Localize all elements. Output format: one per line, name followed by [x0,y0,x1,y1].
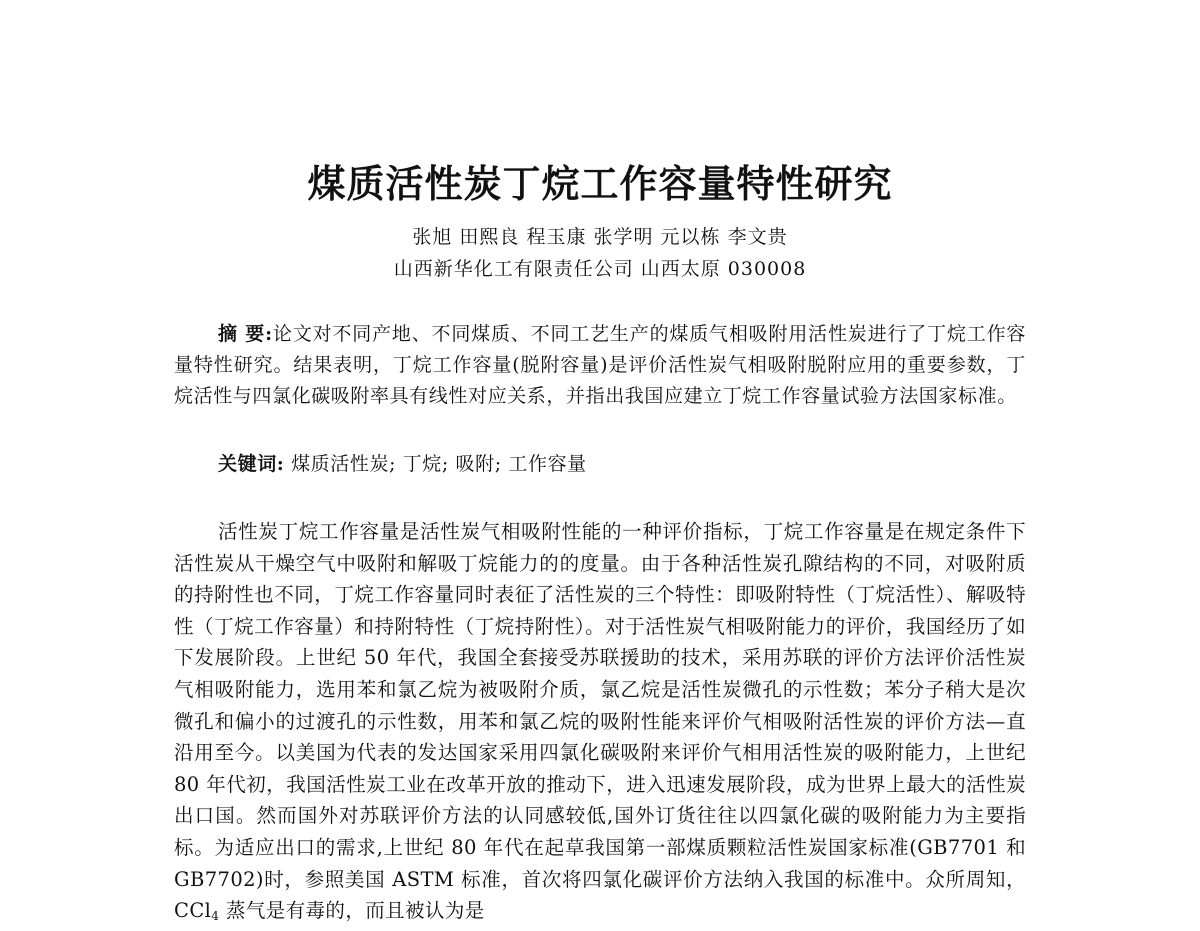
keywords-line [218,449,1026,480]
author-list: 张旭 田熙良 程玉康 张学明 元以栋 李文贵 [412,226,788,248]
keywords-label: 关键词: [218,453,285,475]
body-text-tail: 蒸气是有毒的，而且被认为是 [219,899,485,923]
abstract-label: 摘 要: [218,323,273,345]
abstract-paragraph [174,319,1026,412]
abstract-text: 论文对不同产地、不同煤质、不同工艺生产的煤质气相吸附用活性炭进行了丁烷工作容量特性研究。结果表明，丁烷工作容量(脱附容量)是评价活性炭气相吸附脱附应用的重要参数，丁烷活性与四氯化碳吸附率具有线性对应关系，并指出我国应建立丁烷工作容量试验方法国家标准。 [174,323,1026,407]
subscript-4: 4 [211,909,220,924]
affiliation: 山西新华化工有限责任公司 山西太原 030008 [393,258,807,280]
body-text-main: 活性炭丁烷工作容量是活性炭气相吸附性能的一种评价指标，丁烷工作容量是在规定条件下活性炭从干燥空气中吸附和解吸丁烷能力的的度量。由于各种活性炭孔隙结构的不同，对吸附质的持附性也不同，丁烷工作容量同时表征了活性炭的三个特性：即吸附特性（丁烷活性）、解吸特性（丁烷工作容量）和持附特性（丁烷持附性）。对于活性炭气相吸附能力的评价，我国经历了如下发展阶段。上世纪 50 年代，我国全套接受苏联援助的技术，采用苏联的评价方法评价活性炭气相吸附能力，选用苯和氯乙烷为被吸附介质，氯乙烷是活性炭微孔的示性数；苯分子稍大是次微孔和偏小的过渡孔的示性数，用苯和氯乙烷的吸附性能来评价气相吸附活性炭的评价方法—直沿用至今。以美国为代表的发达国家采用四氯化碳吸附来评价气相用活性炭的吸附能力，上世纪 80 年代初，我国活性炭工业在改革开放的推动下，进入迅速发展阶段，成为世界上最大的活性炭出口国。然而国外对苏联评价方法的认同感较低,国外订货往往以四氯化碳的吸附能力为主要指标。为适应出口的需求,上世纪 80 年代在起草我国第一部煤质颗粒活性炭国家标准(GB7701 和 GB7702)时，参照美国 ASTM 标准，首次将四氯化碳评价方法纳入我国的标准中。众所周知，CCl [174,520,1026,923]
keywords-text: 煤质活性炭; 丁烷; 吸附; 工作容量 [291,453,587,475]
body-paragraph [174,516,1026,927]
paper-title: 煤质活性炭丁烷工作容量特性研究 [307,161,893,206]
